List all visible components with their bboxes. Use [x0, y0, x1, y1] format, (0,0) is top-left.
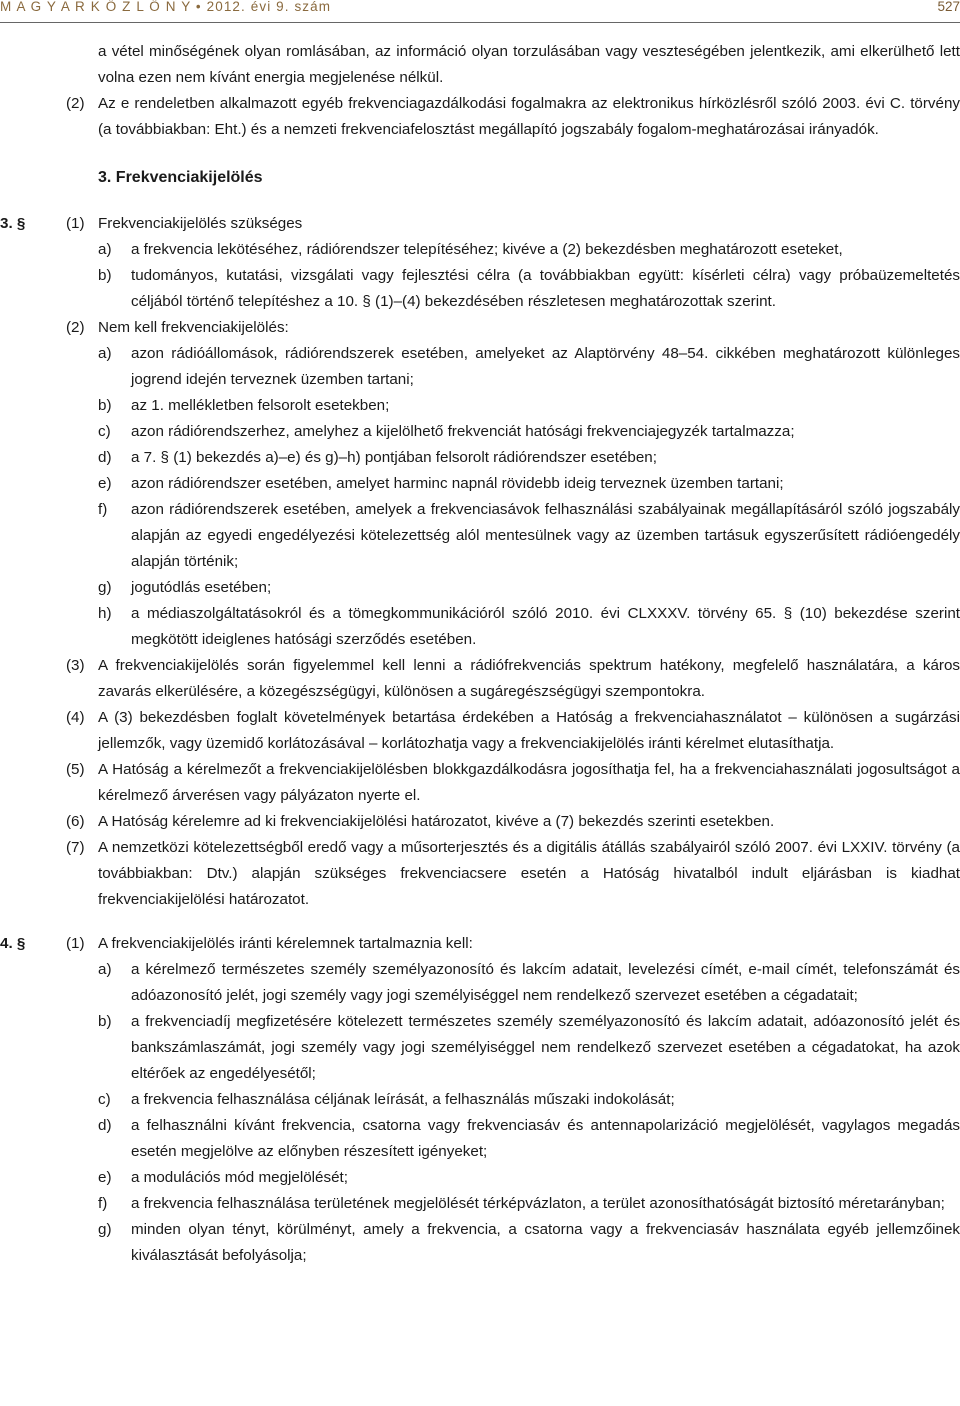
paragraph-text: Az e rendeletben alkalmazott egyéb frekvenciagazdálkodási fogalmakra az elektronikus hírközlésről szóló 2003. évi C. törvény (a továbbiakban: Eht.) és a nemzeti frekvenciafelosztást megállapító jogszabály fogalom-meghatározásai irányadók. [98, 95, 960, 138]
paragraph-s3-6 [0, 809, 960, 835]
paragraph-number: (3) [66, 657, 85, 674]
page-header [0, 0, 960, 23]
item-text: tudományos, kutatási, vizsgálati vagy fejlesztési célra (a továbbiakban együtt: kísérleti célra) vagy próbaüzemeltetés céljából történő telepítéshez a 10. § (1)–(4) bekezdésében részletesen meghatározottak szerint. [131, 267, 960, 310]
item-label: c) [98, 423, 111, 440]
paragraph-2 [0, 91, 960, 143]
list-item [0, 1165, 960, 1191]
paragraph-number: (6) [66, 813, 85, 830]
item-label: a) [98, 345, 112, 362]
list-item [0, 1191, 960, 1217]
item-label: d) [98, 1117, 112, 1134]
item-label: f) [98, 1195, 108, 1212]
item-text: minden olyan tényt, körülményt, amely a frekvencia, a csatorna vagy a frekvenciasáv használata egyéb jellemzőinek kiválasztását befolyásolja; [131, 1221, 960, 1264]
document-body [0, 39, 960, 1269]
list-item [0, 497, 960, 575]
paragraph-text: A frekvenciakijelölés során figyelemmel kell lenni a rádiófrekvenciás spektrum hatékony, megfelelő használatára, a káros zavarás elkerülésére, a közegészségügyi, különösen a sugáregészségügyi szempontokra. [98, 657, 960, 700]
list-item [0, 237, 960, 263]
item-text: az 1. mellékletben felsorolt esetekben; [131, 397, 390, 414]
paragraph-s3-3 [0, 653, 960, 705]
list-item [0, 419, 960, 445]
paragraph-text: A nemzetközi kötelezettségből eredő vagy a műsorterjesztés és a digitális átállás szabályairól szóló 2007. évi LXXIV. törvény (a továbbiakban: Dtv.) alapján szükséges frekvenciacsere esetén a Hatóság hivatalból indult eljárásban is kiadhat frekvenciakijelölési határozatot. [98, 839, 960, 908]
paragraph-text: A Hatóság kérelemre ad ki frekvenciakijelölési határozatot, kivéve a (7) bekezdés szerinti esetekben. [98, 813, 775, 830]
item-text: a médiaszolgáltatásokról és a tömegkommunikációról szóló 2010. évi CLXXXV. törvény 65. § (10) bekezdése szerint megkötött ideiglenes hatósági szerződés esetében. [131, 605, 960, 648]
item-label: g) [98, 1221, 112, 1238]
item-text: a kérelmező természetes személy személyazonosító és lakcím adatait, levelezési címét, e-mail címét, telefonszámát és adóazonosító jelét, jogi személy vagy jogi személyiséggel nem rendelkező szervezet esetében a cégadatait; [131, 961, 960, 1004]
item-label: h) [98, 605, 112, 622]
item-text: a frekvenciadíj megfizetésére kötelezett természetes személy személyazonosító és lakcím adatait, adóazonosító jelét és bankszámlaszámát, jogi személy vagy jogi személyiséggel nem rendelkező szervezet esetében a cégadatokat, ha azok eltérőek az engedélyesétől; [131, 1013, 960, 1082]
item-text: azon rádiórendszer esetében, amelyet harminc napnál rövidebb ideig terveznek üzemben tartani; [131, 475, 784, 492]
paragraph-number: (1) [66, 935, 85, 952]
paragraph-s3-5 [0, 757, 960, 809]
item-text: a frekvencia felhasználása területének megjelölését térképvázlaton, a terület azonosíthatóságát biztosító méretarányban; [131, 1195, 945, 1212]
item-text: jogutódlás esetében; [131, 579, 272, 596]
item-text: a frekvencia felhasználása céljának leírását, a felhasználás műszaki indokolását; [131, 1091, 675, 1108]
item-label: f) [98, 501, 108, 518]
page-number: 527 [937, 0, 960, 14]
paragraph-text: Nem kell frekvenciakijelölés: [98, 319, 289, 336]
paragraph-s3-7 [0, 835, 960, 913]
chapter-heading: 3. Frekvenciakijelölés [98, 169, 263, 186]
paragraph-number: (5) [66, 761, 85, 778]
item-text: a frekvencia lekötéséhez, rádiórendszer telepítéséhez; kivéve a (2) bekezdésben meghatározott eseteket, [131, 241, 843, 258]
list-item [0, 393, 960, 419]
item-label: a) [98, 961, 112, 978]
list-item [0, 1217, 960, 1269]
paragraph-number: (2) [66, 95, 85, 112]
section-3 [0, 211, 960, 237]
paragraph-s3-2 [0, 315, 960, 341]
list-item [0, 445, 960, 471]
list-item [0, 1009, 960, 1087]
paragraph-number: (7) [66, 839, 85, 856]
list-item [0, 601, 960, 653]
item-text: azon rádiórendszerek esetében, amelyek a frekvenciasávok felhasználási szabályainak megállapításáról szóló jogszabály alapján az egyedi engedélyezési kötelezettség alól mentesülnek vagy az üzemben tartásuk egyszerűsített rádióengedély alapján történik; [131, 501, 960, 570]
item-label: b) [98, 1013, 112, 1030]
item-label: e) [98, 1169, 112, 1186]
paragraph-number: (1) [66, 215, 85, 232]
list-item [0, 1113, 960, 1165]
list-item [0, 957, 960, 1009]
list-item [0, 263, 960, 315]
item-label: e) [98, 475, 112, 492]
item-text: a 7. § (1) bekezdés a)–e) és g)–h) pontjában felsorolt rádiórendszer esetében; [131, 449, 657, 466]
intro-continuation: a vétel minőségének olyan romlásában, az információ olyan torzulásában vagy veszteségében jelentkezik, ami elkerülhető lett volna ezen nem kívánt energia megjelenése nélkül. [98, 43, 960, 86]
item-label: d) [98, 449, 112, 466]
item-label: b) [98, 267, 112, 284]
item-label: g) [98, 579, 112, 596]
item-label: a) [98, 241, 112, 258]
paragraph-text: A Hatóság a kérelmezőt a frekvenciakijelölésben blokkgazdálkodásra jogosíthatja fel, ha a frekvenciahasználati jogosultságot a kérelmező árverésen vagy pályázaton nyerte el. [98, 761, 960, 804]
item-text: a felhasználni kívánt frekvencia, csatorna vagy frekvenciasáv és antennapolarizáció megjelölését, vagylagos megadás esetén megjelölve az előnyben részesített igényeket; [131, 1117, 960, 1160]
paragraph-text: A frekvenciakijelölés iránti kérelemnek tartalmaznia kell: [98, 935, 473, 952]
item-text: a modulációs mód megjelölését; [131, 1169, 348, 1186]
section-number: 3. § [0, 215, 26, 232]
paragraph-text: Frekvenciakijelölés szükséges [98, 215, 303, 232]
list-item [0, 575, 960, 601]
section-4 [0, 931, 960, 957]
paragraph-text: A (3) bekezdésben foglalt követelmények betartása érdekében a Hatóság a frekvenciahasználatot – különösen a sugárzási jellemzők, vagy üzemidő korlátozásával – korlátozhatja vagy a frekvenciakijelölés iránti kérelmet elutasíthatja. [98, 709, 960, 752]
section-number: 4. § [0, 935, 26, 952]
item-text: azon rádiórendszerhez, amelyhez a kijelölhető frekvenciát hatósági frekvenciajegyzék tartalmazza; [131, 423, 795, 440]
item-text: azon rádióállomások, rádiórendszerek esetében, amelyeket az Alaptörvény 48–54. cikkében meghatározott különleges jogrend idején terveznek üzemben tartani; [131, 345, 960, 388]
list-item [0, 341, 960, 393]
paragraph-number: (4) [66, 709, 85, 726]
item-label: c) [98, 1091, 111, 1108]
paragraph-number: (2) [66, 319, 85, 336]
paragraph-s3-4 [0, 705, 960, 757]
list-item [0, 1087, 960, 1113]
item-label: b) [98, 397, 112, 414]
journal-title: M A G Y A R K Ö Z L Ö N Y • 2012. évi 9. szám [0, 0, 332, 14]
list-item [0, 471, 960, 497]
